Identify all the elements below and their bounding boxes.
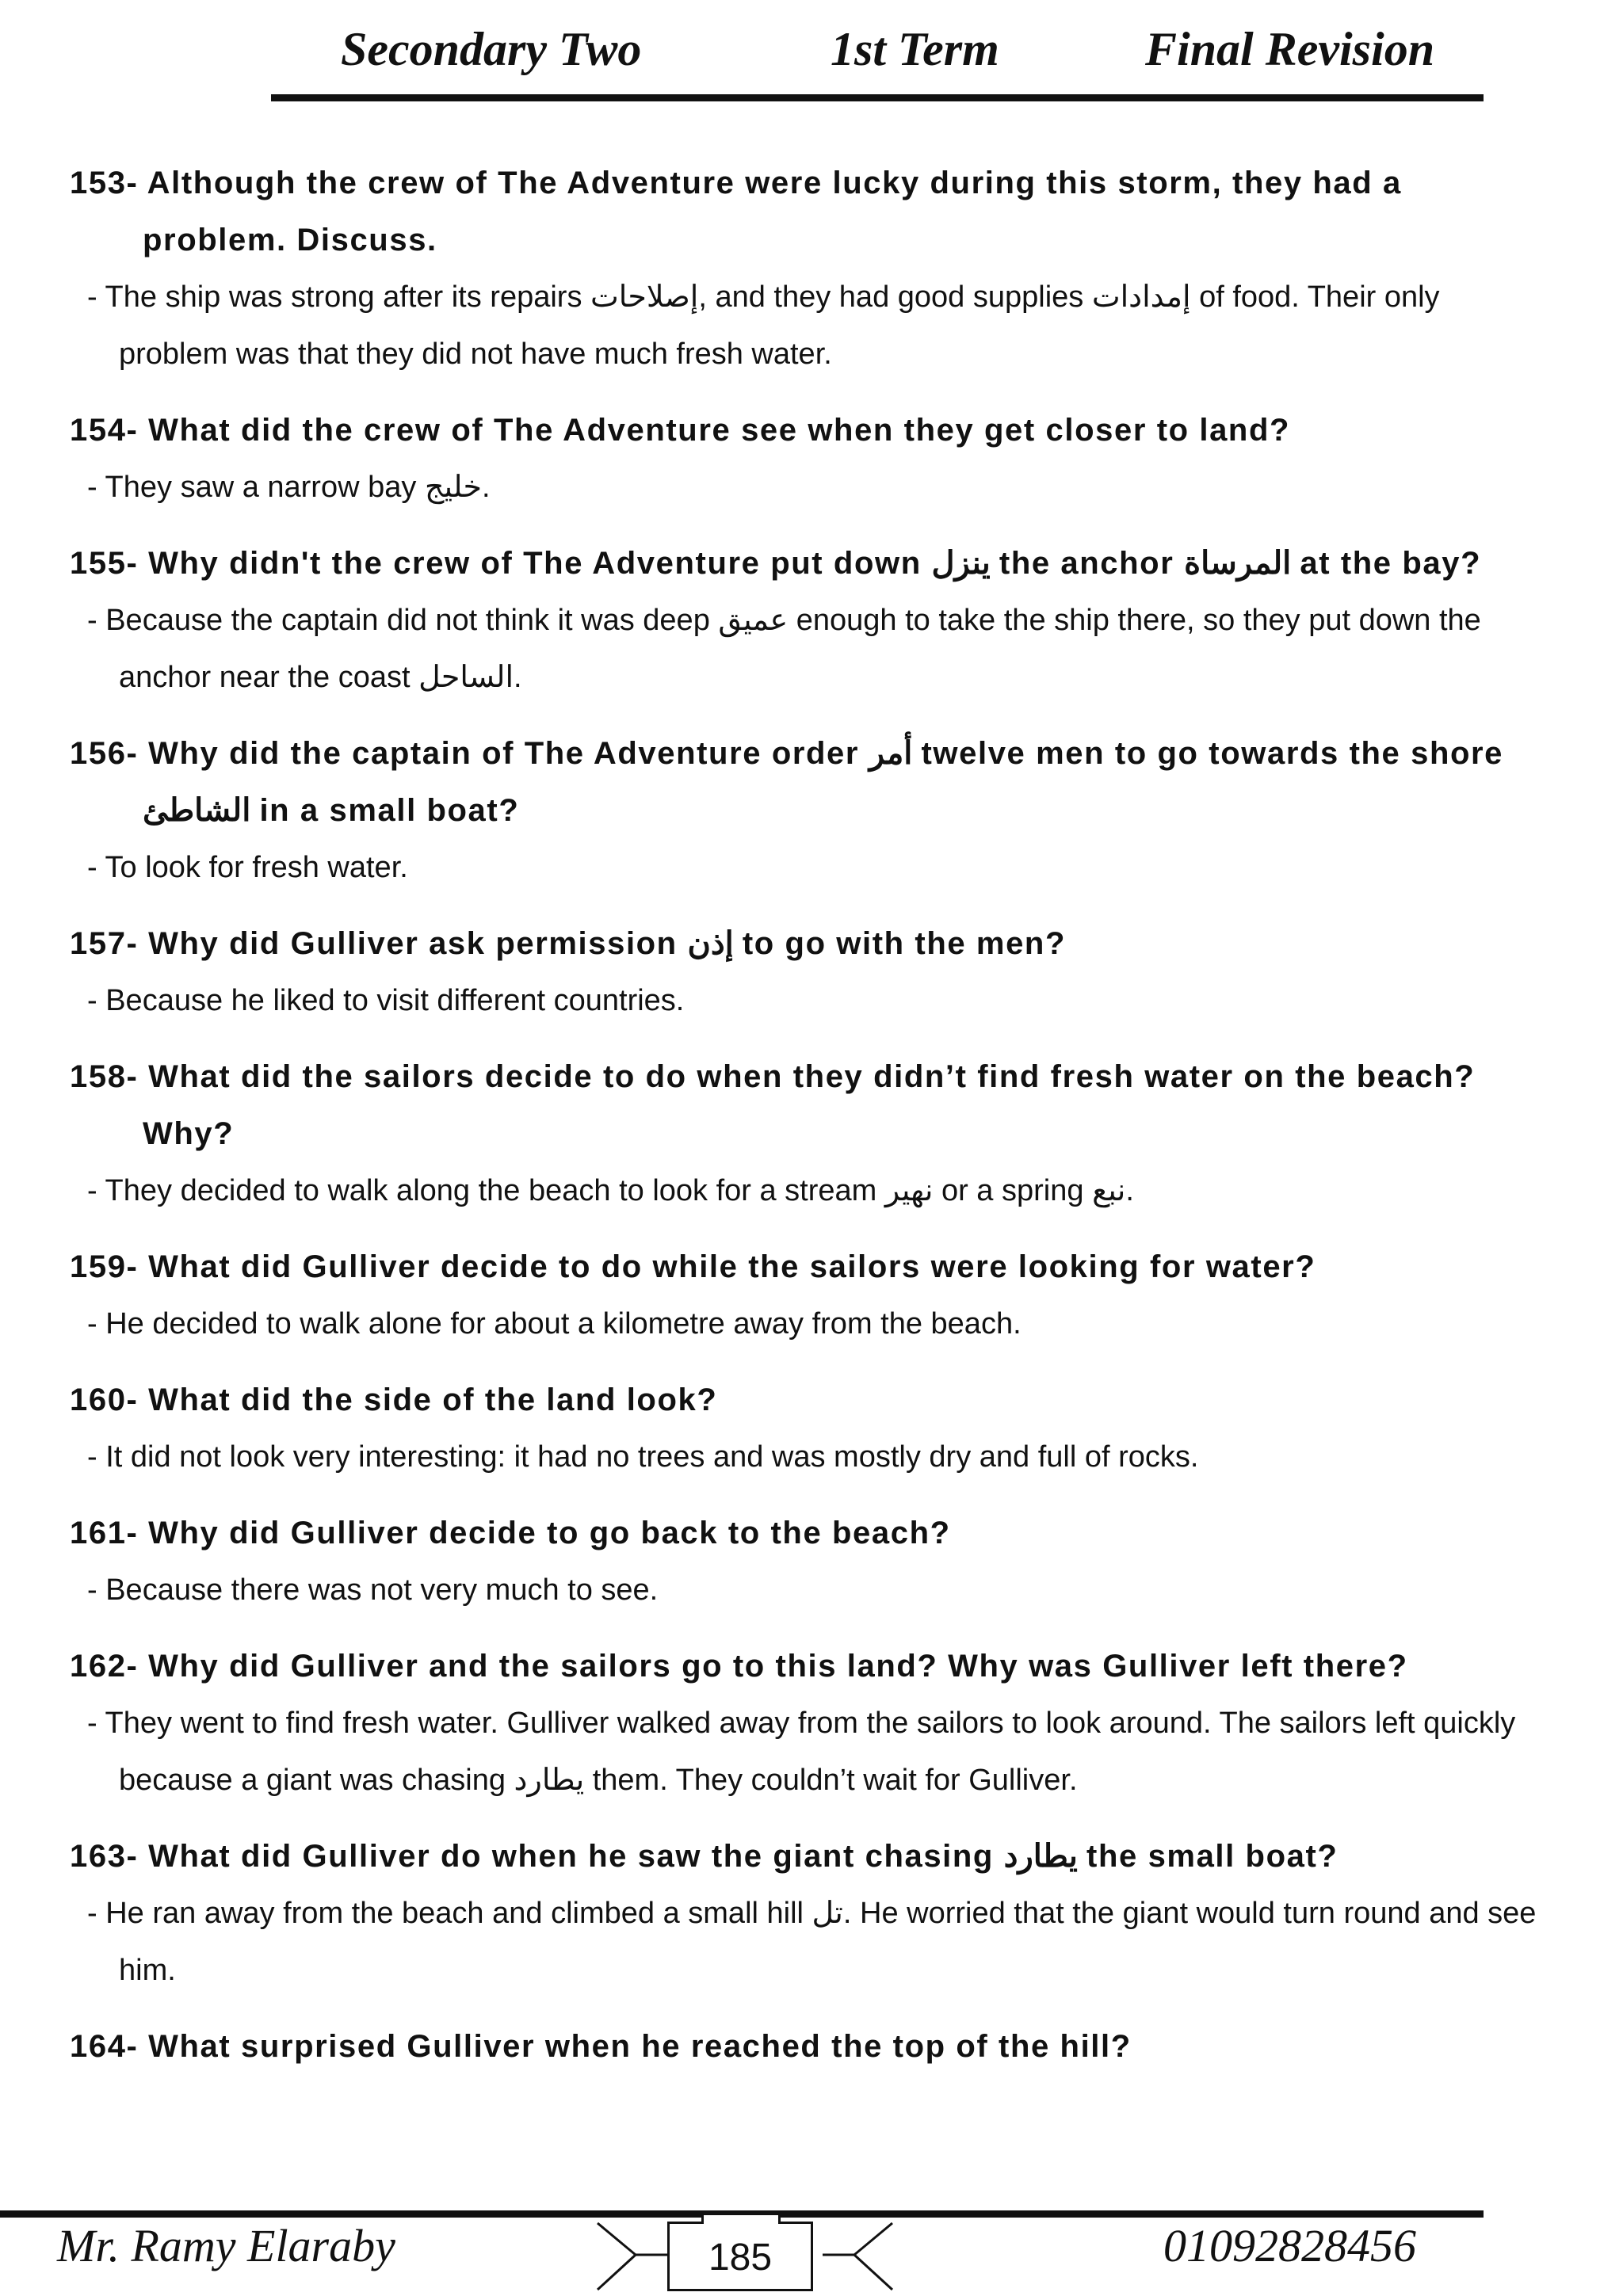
question-item	[0, 1238, 1623, 1352]
answer-text: - They went to find fresh water. Gulliver walked away from the sailors to look around. The sailors left quickly because a giant was chasing يطارد them. They couldn’t wait for Gulliver.	[87, 1707, 1516, 1797]
question-text: 163- What did Gulliver do when he saw the giant chasing يطارد the small boat?	[70, 1839, 1338, 1874]
question-item	[0, 1371, 1623, 1486]
question-text: 161- Why did Gulliver decide to go back to the beach?	[70, 1516, 951, 1550]
question-text: 160- What did the side of the land look?	[70, 1383, 718, 1417]
question-item	[0, 1505, 1623, 1619]
question-item	[0, 402, 1623, 516]
question-item	[0, 725, 1623, 896]
question-item	[0, 915, 1623, 1029]
question-text: 155- Why didn't the crew of The Adventure put down ينزل the anchor المرساة at the bay?	[70, 546, 1482, 581]
footer-phone: 01092828456	[1163, 2220, 1416, 2271]
answer-text: - To look for fresh water.	[87, 851, 408, 884]
answer-text: - Because he liked to visit different countries.	[87, 984, 685, 1017]
question-text: 156- Why did the captain of The Adventure order أمر twelve men to go towards the shore الشاطئ in a small boat?	[70, 736, 1504, 828]
footer-author: Mr. Ramy Elaraby	[57, 2220, 395, 2271]
question-item	[0, 2018, 1623, 2075]
answer-text: - It did not look very interesting: it had no trees and was mostly dry and full of rocks.	[87, 1440, 1199, 1474]
question-list	[0, 154, 1623, 2075]
question-text: 154- What did the crew of The Adventure see when they get closer to land?	[70, 413, 1291, 448]
page-number-box	[667, 2222, 813, 2291]
question-item	[0, 1638, 1623, 1809]
question-text: 162- Why did Gulliver and the sailors go to this land? Why was Gulliver left there?	[70, 1649, 1408, 1684]
question-text: 157- Why did Gulliver ask permission إذن to go with the men?	[70, 926, 1066, 961]
header-term: 1st Term	[831, 23, 999, 75]
answer-text: - Because the captain did not think it was deep عميق enough to take the ship there, so they put down the anchor near the coast الساحل.	[87, 604, 1481, 694]
question-text: 153- Although the crew of The Adventure were lucky during this storm, they had a problem. Discuss.	[70, 166, 1402, 257]
answer-text: - The ship was strong after its repairs إصلاحات, and they had good supplies إمدادات of food. Their only problem was that they did not have much fresh water.	[87, 280, 1440, 371]
question-item	[0, 1828, 1623, 1999]
question-text: 158- What did the sailors decide to do when they didn’t find fresh water on the beach? Why?	[70, 1059, 1476, 1151]
question-item	[0, 154, 1623, 383]
question-text: 164- What surprised Gulliver when he reached the top of the hill?	[70, 2029, 1132, 2064]
header-grade: Secondary Two	[341, 23, 642, 75]
answer-text: - He decided to walk alone for about a kilometre away from the beach.	[87, 1307, 1022, 1341]
question-text: 159- What did Gulliver decide to do while the sailors were looking for water?	[70, 1249, 1316, 1284]
header-divider	[271, 94, 1484, 101]
answer-text: - They saw a narrow bay خليج.	[87, 471, 491, 504]
answer-text: - He ran away from the beach and climbed a small hill تل. He worried that the giant would turn round and see him.	[87, 1897, 1537, 1987]
page-number: 185	[708, 2237, 773, 2279]
question-item	[0, 535, 1623, 706]
answer-text: - They decided to walk along the beach to look for a stream نهير or a spring نبع.	[87, 1174, 1134, 1207]
page-header	[0, 0, 1623, 111]
answer-text: - Because there was not very much to see.	[87, 1573, 659, 1607]
header-title: Final Revision	[1145, 23, 1435, 75]
question-item	[0, 1048, 1623, 1219]
